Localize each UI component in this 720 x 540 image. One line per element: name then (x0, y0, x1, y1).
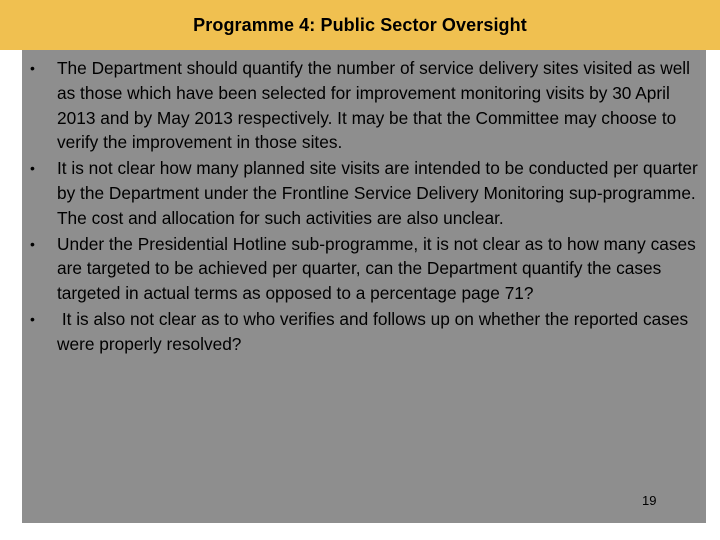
bullet-item (22, 307, 706, 357)
bullet-text: It is not clear how many planned site visits are intended to be conducted per quarter by the Department under the Frontline Service Delivery Monitoring sup-programme. The cost and allocation for such activities are also unclear. (57, 158, 698, 228)
bullet-item (22, 56, 706, 155)
bullet-marker: • (30, 160, 35, 177)
content-box (22, 50, 706, 523)
bullet-marker: • (30, 310, 35, 327)
bullet-item (22, 156, 706, 230)
bullet-list (22, 56, 706, 358)
bullet-marker: • (30, 60, 35, 76)
page-number: 19 (642, 493, 657, 508)
title-bar (0, 0, 720, 50)
bullet-item (22, 232, 706, 306)
bullet-text: Under the Presidential Hotline sub-programme, it is not clear as to how many cases are targeted to be achieved per quarter, can the Department quantify the cases targeted in actual terms as opposed to a percentage page 71? (57, 233, 696, 304)
bullet-text: It is also not clear as to who verifies and follows up on whether the reported cases were properly resolved? (57, 308, 693, 354)
bullet-marker: • (30, 235, 35, 252)
slide-title: Programme 4: Public Sector Oversight (193, 14, 527, 35)
bullet-text: The Department should quantify the number of service delivery sites visited as well as those which have been selected for improvement monitoring visits by 30 April 2013 and by May 2013 respectively. It may be that the Committee may choose to verify the improvement in those sites. (57, 58, 690, 153)
